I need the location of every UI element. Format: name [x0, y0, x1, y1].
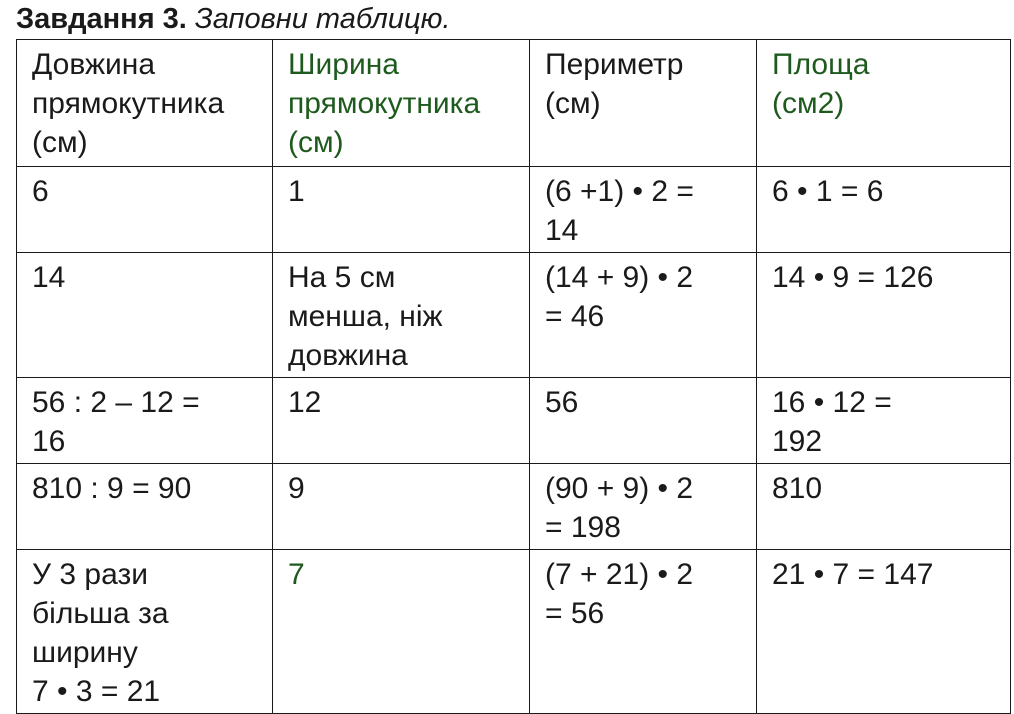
- cell-text: 14 • 9 = 126: [772, 261, 934, 294]
- header-area-text: Площа (см2): [772, 48, 870, 120]
- table-cell: [17, 464, 273, 550]
- table-cell: [530, 253, 757, 378]
- table-cell: [17, 550, 273, 714]
- table-cell: [17, 167, 273, 253]
- table-cell: [757, 253, 1011, 378]
- table-row: [17, 550, 1011, 714]
- table-cell: [273, 253, 530, 378]
- header-length-text: Довжина прямокутника (см): [32, 48, 225, 159]
- cell-text: 1: [288, 175, 305, 208]
- cell-text: На 5 см менша, ніж довжина: [288, 261, 443, 372]
- table-cell: [530, 464, 757, 550]
- table-cell: [17, 253, 273, 378]
- cell-text: (14 + 9) • 2 = 46: [545, 261, 694, 333]
- cell-text: 810 : 9 = 90: [32, 472, 192, 505]
- header-width-text: Ширина прямокутника (см): [288, 48, 481, 159]
- cell-text: 810: [772, 472, 823, 505]
- cell-text: У 3 рази більша за ширину 7 • 3 = 21: [32, 558, 169, 708]
- table-row: [17, 167, 1011, 253]
- table-cell: [273, 378, 530, 464]
- table-row: [17, 378, 1011, 464]
- table-cell: [530, 167, 757, 253]
- header-cell-perimeter: [530, 40, 757, 167]
- cell-text: 7: [288, 558, 305, 591]
- table-row: [17, 464, 1011, 550]
- header-cell-width: [273, 40, 530, 167]
- cell-text: (6 +1) • 2 = 14: [545, 175, 694, 247]
- task-number: Завдання 3.: [16, 3, 187, 35]
- table-cell: [273, 550, 530, 714]
- table-cell: [273, 464, 530, 550]
- table-cell: [757, 550, 1011, 714]
- header-cell-area: [757, 40, 1011, 167]
- table-cell: [757, 464, 1011, 550]
- header-perimeter-text: Периметр (см): [545, 48, 684, 120]
- cell-text: (90 + 9) • 2 = 198: [545, 472, 694, 544]
- cell-text: 56: [545, 386, 579, 419]
- cell-text: 9: [288, 472, 305, 505]
- table-header-row: [17, 40, 1011, 167]
- cell-text: 56 : 2 – 12 = 16: [32, 386, 200, 458]
- table-cell: [530, 550, 757, 714]
- cell-text: 16 • 12 = 192: [772, 386, 892, 458]
- cell-text: 6: [32, 175, 49, 208]
- cell-text: 6 • 1 = 6: [772, 175, 884, 208]
- header-cell-length: [17, 40, 273, 167]
- table-cell: [757, 167, 1011, 253]
- cell-text: 21 • 7 = 147: [772, 558, 934, 591]
- table-cell: [17, 378, 273, 464]
- cell-text: 14: [32, 261, 66, 294]
- table-cell: [273, 167, 530, 253]
- cell-text: (7 + 21) • 2 = 56: [545, 558, 694, 630]
- task-instruction: Заповни таблицю.: [194, 3, 451, 35]
- task-heading: [16, 2, 450, 36]
- table-cell: [757, 378, 1011, 464]
- cell-text: 12: [288, 386, 322, 419]
- table-row: [17, 253, 1011, 378]
- table-cell: [530, 378, 757, 464]
- rectangle-table: [16, 39, 1011, 714]
